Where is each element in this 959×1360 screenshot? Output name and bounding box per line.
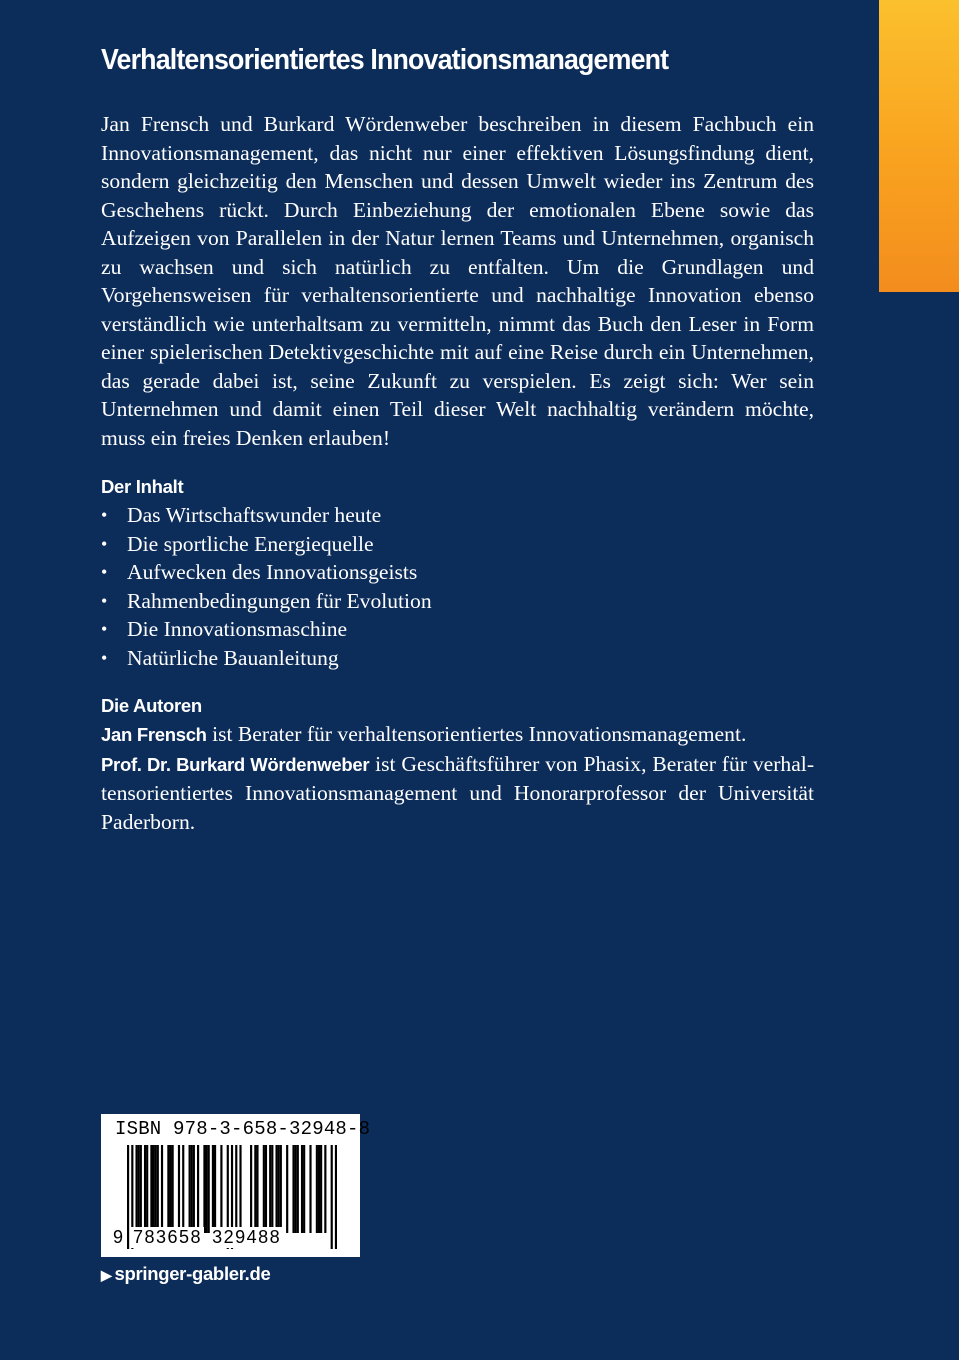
website-text: springer-gabler.de [114,1263,271,1284]
barcode-bar [220,1145,222,1233]
barcode-bar [309,1145,311,1233]
barcode-bar [167,1145,169,1233]
barcode-bar [265,1145,267,1233]
contents-list [101,501,801,672]
authors-section [101,720,814,836]
triangle-right-icon: ▶ [101,1267,112,1283]
author-1 [101,720,814,750]
barcode-bar [157,1145,159,1233]
barcode-bar [318,1145,320,1233]
author-1-name: Jan Frensch [101,724,207,745]
author-2 [101,750,814,837]
book-title: Verhaltensorientiertes Innovationsmanagement [101,44,669,76]
barcode-bar [335,1145,337,1249]
barcode-digit-first: 9 [113,1227,124,1247]
barcode-bar [297,1145,299,1233]
authors-heading: Die Autoren [101,695,202,716]
author-2-name: Prof. Dr. Burkard Wördenweber [101,753,370,775]
barcode-bar [155,1145,157,1233]
barcode-bar [152,1145,154,1233]
barcode-bar [263,1145,265,1233]
barcode-bar [208,1145,210,1233]
contents-item: • Natürliche Bauanleitung [101,644,801,673]
contents-item: • Rahmenbedingungen für Evolution [101,587,801,616]
barcode-bar [239,1145,241,1233]
contents-item: • Die sportliche Energiequelle [101,530,801,559]
barcode-bar [203,1145,205,1233]
barcode-bar [205,1145,207,1233]
barcode-bar [146,1145,148,1233]
barcode-digit-group-right: 329488 [212,1227,282,1247]
author-1-bio: ist Berater für verhaltensorientiertes Innovationsmanagement. [206,722,747,746]
barcode-bar [331,1145,333,1249]
barcode-bar [191,1145,193,1233]
barcode-digit-group-left: 783658 [133,1227,203,1247]
barcode-bar [161,1145,163,1233]
barcode-bar [235,1145,237,1233]
barcode-digits [113,1227,283,1248]
barcode-bar [303,1145,305,1233]
publisher-website[interactable] [101,1263,270,1285]
barcode-bar [280,1145,282,1233]
barcode-bar [214,1145,216,1233]
contents-item: • Aufwecken des Innovationsgeists [101,558,801,587]
barcode-bar [140,1145,142,1233]
barcode-bar [212,1145,214,1233]
barcode-bar [320,1145,322,1233]
barcode-bar [254,1145,256,1233]
barcode-bar [271,1145,273,1233]
barcode-bar [193,1145,195,1233]
barcode-bar [269,1145,271,1233]
barcode-bar [150,1145,152,1233]
barcode-bar [316,1145,318,1233]
isbn-label: ISBN 978-3-658-32948-8 [115,1118,371,1140]
barcode-bar [301,1145,303,1233]
barcode-bar [324,1145,326,1233]
barcode-bar [256,1145,258,1233]
barcode-bar [138,1145,140,1233]
orange-accent-bar [879,0,959,292]
barcode-bar [182,1145,184,1233]
barcode-bar [144,1145,146,1233]
author-2-bio: ist Geschäftsführer von Phasix, Berater für verhaltensorientiertes Innovationsmanagement und Honorarprofessor der Universität Paderborn. [101,751,815,834]
barcode-bar [250,1145,252,1233]
contents-item: • Die Innovationsmaschine [101,615,801,644]
contents-item: • Das Wirtschaftswunder heute [101,501,801,530]
barcode-bar [135,1145,137,1233]
barcode-bar [295,1145,297,1233]
contents-heading: Der Inhalt [101,476,184,497]
barcode-bar [278,1145,280,1233]
barcode-bar [197,1145,199,1233]
barcode-bar [286,1145,288,1233]
barcode-bar [172,1145,174,1233]
barcode-bar [292,1145,294,1233]
barcode-bar [169,1145,171,1233]
barcode-bar [189,1145,191,1233]
book-description: Jan Frensch und Burkard Wördenweber beschreiben in diesem Fachbuch ein Innovationsmanagement, das nicht nur einer effektiven Lösungsfindung dient, sondern gleichzeitig den Menschen und dessen Umwelt wieder ins Zentrum des Geschehens rückt. Durch Einbeziehung der emotionalen Ebene sowie das Aufzeigen von Parallelen in der Natur lernen Teams und Unternehmen, organisch zu wachsen und sich natürlich zu entfalten. Um die Grundlagen und Vorgehensweisen für verhaltensorientierte und nachhaltige Innovation ebenso verständlich wie unterhaltsam zu vermitteln, nimmt das Buch den Leser in Form einer spielerischen Detektivgeschichte mit auf eine Reise durch ein Unternehmen, das gerade dabei ist, seine Zukunft zu verspielen. Es zeigt sich: Wer sein Unternehmen und damit einen Teil dieser Welt nachhaltig verändern möchte, muss ein freies Denken erlauben! [101,112,814,451]
barcode-bar [275,1145,277,1233]
barcode-bar [178,1145,180,1233]
isbn-barcode [101,1114,371,1257]
